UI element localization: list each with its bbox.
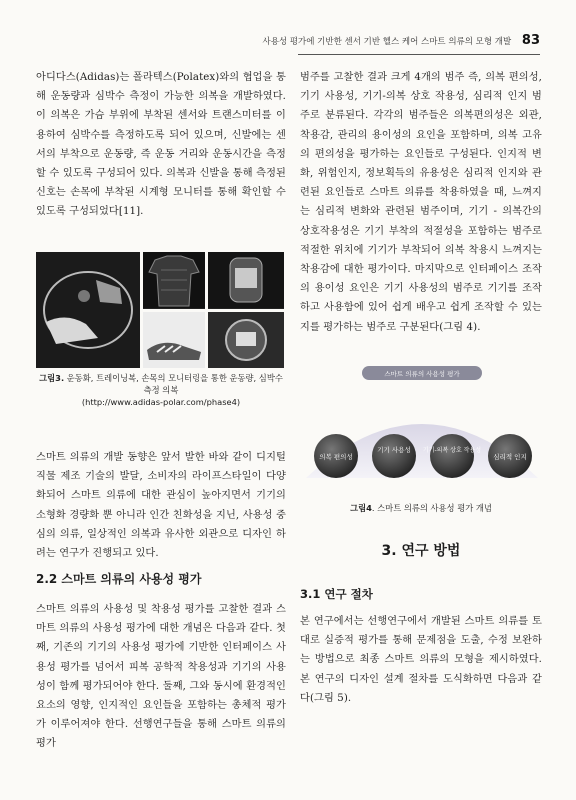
figure-3-label: 그림3. — [39, 373, 65, 383]
figure-3-url: (http://www.adidas-polar.com/phase4) — [81, 397, 241, 407]
figure-3-photos — [36, 252, 284, 368]
figure-4-diagram — [306, 360, 538, 490]
diagram-circle-2 — [372, 434, 416, 478]
figure-4-label: 그림4 — [350, 503, 372, 513]
left-paragraph-3-block — [36, 600, 286, 754]
figure-3-caption — [36, 372, 286, 408]
right-paragraph-2: 본 연구에서는 선행연구에서 개발된 스마트 의류를 토대로 실증적 평가를 통해 문제점을 도출, 수정 보완하는 방법으로 최종 스마트 의류의 모형을 제시하였다. 본 연구의 디자인 설계 절차를 도식화하면 다음과 같다(그림 5). — [300, 616, 542, 704]
right-paragraph-1: 범주를 고찰한 결과 크게 4개의 범주 즉, 의복 편의성, 기기 사용성, 기기-의복 상호 작용성, 심리적 인지 범주로 분류된다. 각각의 범주들은 의복편의성은 외관, 착용감, 관리의 용이성의 요인을 포함하며, 의복 고유의 편의성을 평가하는 요인들로 구성된다. 인지적 변화, 위험인지, 정보획득의 유용성은 심리적 인지와 관련된 요인들로 스마트 의류를 착용하였을 때, 느껴지는 심리적 변화와 관련된 범주이며, 기기 - 의복간의 상호작용성은 기기 부착의 적절성을 포함하는 범주로 적절한 위치에 기기가 부착되어 의복 착용시 느껴지는 착용감에 대한 평가이다. 마지막으로 인터페이스 조작의 용이성 요인은 기기 사용성의 범주로 기기를 조작하고 사용함에 있어 쉽게 배우고 쉽게 조작할 수 있는지를 평가하는 범주로 구분된다(그림 4). — [300, 72, 542, 333]
diagram-circle-3-label: 기기-의복 상호 작용성 — [422, 447, 482, 454]
section-3-title: 3. 연구 방법 — [381, 543, 461, 559]
shoe-sensor-photo — [36, 252, 140, 368]
diagram-circle-4 — [488, 434, 532, 478]
diagram-circle-1-label: 의복 편의성 — [319, 453, 353, 461]
page-number: 83 — [521, 33, 540, 48]
diagram-banner-label: 스마트 의류의 사용성 평가 — [384, 370, 460, 378]
subsection-2-2-title: 2.2 스마트 의류의 사용성 평가 — [36, 572, 202, 586]
training-shirt-photo — [143, 252, 205, 309]
running-title: 사용성 평가에 기반한 센서 기반 헬스 케어 스마트 의류의 모형 개발 — [262, 37, 512, 47]
watch-photo — [208, 312, 284, 369]
figure-4-caption — [300, 502, 542, 514]
running-header — [0, 33, 540, 48]
right-column — [300, 68, 542, 337]
shoe-pair-photo — [143, 312, 205, 369]
figure-3-text: 운동화, 트레이닝복, 손목의 모니터링을 통한 운동량, 심박수 측정 의복 — [66, 373, 283, 395]
wrist-monitor-photo — [208, 252, 284, 309]
shoe-sensor-illustration — [36, 252, 140, 368]
diagram-circle-4-label: 심리적 인지 — [493, 453, 527, 461]
left-paragraph-1: 아디다스(Adidas)는 폴라텍스(Polatex)와의 협업을 통해 운동량과 심박수 측정이 가능한 의복을 개발하였다. 이 의복은 가슴 부위에 부착된 센서와 트랜스미터를 이용하여 심박수를 측정하도록 되어 있으며, 신발에는 센서의 부착으로 운동량, 즉 운동 거리와 운동시간을 측정할 수 있도록 구성되어 있다. 의복과 신발을 통해 측정된 신호는 손목에 부착된 시계형 모니터를 통해 확인할 수 있도록 구성되었다[11]. — [36, 72, 286, 218]
left-column — [36, 68, 286, 222]
left-paragraph-2-block — [36, 448, 286, 563]
figure-4-text: . 스마트 의류의 사용성 평가 개념 — [371, 503, 492, 513]
diagram-circle-2-label: 기기 사용성 — [377, 446, 411, 454]
right-paragraph-2-block — [300, 612, 542, 708]
diagram-circle-1 — [314, 434, 358, 478]
subsection-3-1-title: 3.1 연구 절차 — [300, 587, 373, 601]
header-rule — [298, 54, 540, 55]
left-paragraph-3: 스마트 의류의 사용성 및 착용성 평가를 고찰한 결과 스마트 의류의 사용성 평가에 대한 개념은 다음과 같다. 첫째, 기존의 기기의 사용성 평가에 기반한 인터페이스 사용성 평가를 넘어서 피복 공학적 착용성과 기기의 사용성이 함께 평가되어야 한다. 둘째, 그와 동시에 환경적인 요소의 영향, 인지적인 요인들을 포함하는 총체적 평가가 이루어져야 한다. 선행연구들을 통해 스마트 의류의 평가 — [36, 604, 286, 750]
left-paragraph-2: 스마트 의류의 개발 동향은 앞서 발한 바와 같이 디지털 직물 제조 기술의 발달, 소비자의 라이프스타일이 다양화되어 스마트 의류에 대한 관심이 높아지면서 기기의 소형화 경량화 뿐 아니라 인간 친화성을 지닌, 사용성 중심의 의류, 일상적인 의복과 유사한 외관으로 디자인 하려는 연구가 진행되고 있다. — [36, 452, 286, 560]
